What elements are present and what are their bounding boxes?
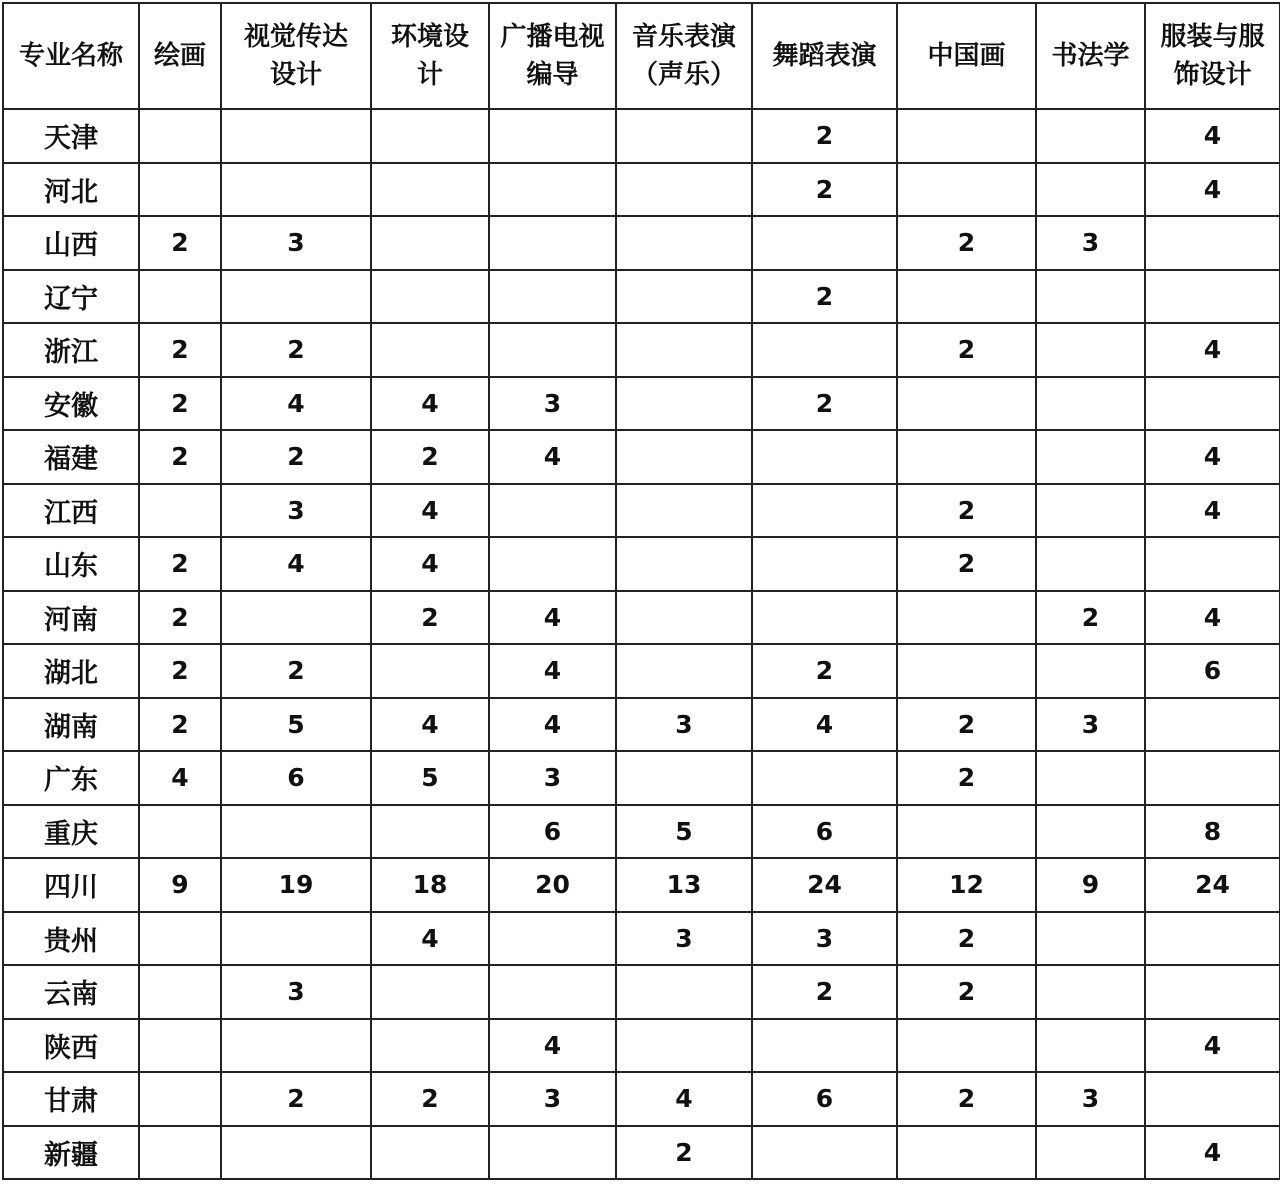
count-cell: 2 xyxy=(139,698,221,752)
count-cell: 2 xyxy=(897,912,1036,966)
province-cell: 山西 xyxy=(3,216,139,270)
count-cell: 4 xyxy=(752,698,897,752)
table-row xyxy=(3,163,1280,217)
count-cell: 3 xyxy=(616,698,752,752)
count-cell xyxy=(897,270,1036,324)
count-cell xyxy=(1036,1019,1145,1073)
count-cell: 2 xyxy=(897,965,1036,1019)
count-cell: 3 xyxy=(221,216,371,270)
count-cell xyxy=(752,591,897,645)
count-cell: 2 xyxy=(616,1126,752,1180)
province-cell: 浙江 xyxy=(3,323,139,377)
count-cell xyxy=(616,323,752,377)
count-cell xyxy=(897,109,1036,163)
count-cell xyxy=(139,163,221,217)
province-cell: 江西 xyxy=(3,484,139,538)
table-row xyxy=(3,858,1280,912)
count-cell xyxy=(616,163,752,217)
count-cell xyxy=(752,430,897,484)
column-header-line: 视觉传达 xyxy=(243,22,348,52)
count-cell xyxy=(221,1126,371,1180)
count-cell: 2 xyxy=(752,377,897,431)
province-cell: 广东 xyxy=(3,751,139,805)
count-cell xyxy=(1036,109,1145,163)
province-cell: 四川 xyxy=(3,858,139,912)
count-cell: 5 xyxy=(221,698,371,752)
count-cell: 6 xyxy=(489,805,616,859)
count-cell: 2 xyxy=(1036,591,1145,645)
count-cell xyxy=(489,270,616,324)
header-row xyxy=(3,3,1280,109)
count-cell xyxy=(371,1019,489,1073)
count-cell xyxy=(1145,537,1280,591)
count-cell: 9 xyxy=(1036,858,1145,912)
count-cell xyxy=(616,751,752,805)
count-cell xyxy=(489,484,616,538)
count-cell: 4 xyxy=(1145,430,1280,484)
count-cell xyxy=(752,216,897,270)
count-cell xyxy=(752,751,897,805)
column-header-line: 绘画 xyxy=(153,41,206,71)
count-cell: 4 xyxy=(1145,1126,1280,1180)
count-cell xyxy=(371,805,489,859)
count-cell xyxy=(1145,965,1280,1019)
count-cell xyxy=(752,1019,897,1073)
province-cell: 陕西 xyxy=(3,1019,139,1073)
count-cell: 2 xyxy=(139,644,221,698)
column-header xyxy=(1036,3,1145,109)
count-cell xyxy=(221,912,371,966)
count-cell xyxy=(1036,270,1145,324)
column-header-line: 中国画 xyxy=(927,41,1006,71)
count-cell: 4 xyxy=(221,537,371,591)
count-cell: 4 xyxy=(1145,484,1280,538)
count-cell: 2 xyxy=(752,163,897,217)
count-cell: 2 xyxy=(752,270,897,324)
count-cell xyxy=(489,1126,616,1180)
count-cell: 2 xyxy=(752,109,897,163)
count-cell: 2 xyxy=(897,216,1036,270)
count-cell: 4 xyxy=(1145,591,1280,645)
count-cell xyxy=(489,537,616,591)
count-cell xyxy=(1036,537,1145,591)
count-cell xyxy=(897,1126,1036,1180)
count-cell xyxy=(1036,377,1145,431)
table-row xyxy=(3,698,1280,752)
count-cell: 3 xyxy=(221,484,371,538)
count-cell: 2 xyxy=(221,323,371,377)
count-cell xyxy=(616,1019,752,1073)
count-cell: 2 xyxy=(752,644,897,698)
count-cell: 4 xyxy=(221,377,371,431)
count-cell: 6 xyxy=(752,1072,897,1126)
table-body xyxy=(3,109,1280,1179)
table-row xyxy=(3,965,1280,1019)
count-cell xyxy=(752,323,897,377)
table-row xyxy=(3,1126,1280,1180)
count-cell: 3 xyxy=(1036,216,1145,270)
column-header xyxy=(371,3,489,109)
province-cell: 新疆 xyxy=(3,1126,139,1180)
count-cell: 2 xyxy=(897,484,1036,538)
count-cell xyxy=(221,109,371,163)
column-header-line: 音乐表演 xyxy=(631,22,736,52)
column-header-line: 饰设计 xyxy=(1173,60,1252,90)
table-row xyxy=(3,216,1280,270)
count-cell: 2 xyxy=(221,430,371,484)
count-cell: 2 xyxy=(752,965,897,1019)
count-cell: 3 xyxy=(489,377,616,431)
count-cell xyxy=(897,1019,1036,1073)
count-cell: 9 xyxy=(139,858,221,912)
column-header-line: 广播电视 xyxy=(500,22,605,52)
count-cell xyxy=(616,591,752,645)
count-cell xyxy=(221,270,371,324)
count-cell xyxy=(489,109,616,163)
count-cell xyxy=(1036,163,1145,217)
count-cell xyxy=(139,109,221,163)
column-header-line: 环境设 xyxy=(390,22,469,52)
count-cell: 2 xyxy=(139,591,221,645)
count-cell: 4 xyxy=(489,430,616,484)
column-header-line: 专业名称 xyxy=(18,41,123,71)
count-cell: 2 xyxy=(897,537,1036,591)
count-cell: 3 xyxy=(616,912,752,966)
table-row xyxy=(3,323,1280,377)
count-cell xyxy=(616,109,752,163)
count-cell: 2 xyxy=(897,1072,1036,1126)
count-cell: 13 xyxy=(616,858,752,912)
table-row xyxy=(3,484,1280,538)
count-cell xyxy=(1145,912,1280,966)
count-cell: 2 xyxy=(221,644,371,698)
table-row xyxy=(3,430,1280,484)
count-cell: 20 xyxy=(489,858,616,912)
count-cell: 4 xyxy=(371,698,489,752)
count-cell: 2 xyxy=(139,430,221,484)
count-cell: 4 xyxy=(489,644,616,698)
count-cell xyxy=(371,965,489,1019)
count-cell xyxy=(1145,698,1280,752)
count-cell xyxy=(897,430,1036,484)
count-cell xyxy=(897,591,1036,645)
count-cell xyxy=(489,323,616,377)
table-row xyxy=(3,912,1280,966)
count-cell xyxy=(139,805,221,859)
count-cell: 4 xyxy=(1145,163,1280,217)
count-cell xyxy=(139,484,221,538)
count-cell xyxy=(1036,805,1145,859)
count-cell xyxy=(489,216,616,270)
count-cell xyxy=(139,1019,221,1073)
count-cell: 4 xyxy=(371,912,489,966)
count-cell: 2 xyxy=(139,323,221,377)
table-row xyxy=(3,805,1280,859)
enrollment-table xyxy=(2,2,1280,1180)
count-cell: 3 xyxy=(489,1072,616,1126)
count-cell: 4 xyxy=(371,377,489,431)
count-cell xyxy=(1036,1126,1145,1180)
count-cell xyxy=(1145,377,1280,431)
count-cell xyxy=(139,912,221,966)
province-cell: 天津 xyxy=(3,109,139,163)
count-cell: 2 xyxy=(221,1072,371,1126)
table-row xyxy=(3,377,1280,431)
count-cell: 2 xyxy=(371,591,489,645)
count-cell xyxy=(897,163,1036,217)
count-cell: 5 xyxy=(616,805,752,859)
count-cell: 19 xyxy=(221,858,371,912)
count-cell xyxy=(1036,484,1145,538)
count-cell xyxy=(371,323,489,377)
count-cell xyxy=(371,216,489,270)
count-cell xyxy=(1036,430,1145,484)
count-cell xyxy=(897,805,1036,859)
count-cell: 2 xyxy=(897,698,1036,752)
count-cell xyxy=(616,216,752,270)
count-cell xyxy=(616,270,752,324)
count-cell: 4 xyxy=(489,1019,616,1073)
count-cell xyxy=(1036,912,1145,966)
count-cell: 2 xyxy=(139,377,221,431)
column-header xyxy=(139,3,221,109)
count-cell: 24 xyxy=(752,858,897,912)
table-header xyxy=(3,3,1280,109)
count-cell xyxy=(616,484,752,538)
column-header-line: 舞蹈表演 xyxy=(772,41,877,71)
count-cell xyxy=(489,163,616,217)
count-cell xyxy=(221,805,371,859)
column-header xyxy=(1145,3,1280,109)
province-cell: 福建 xyxy=(3,430,139,484)
count-cell: 12 xyxy=(897,858,1036,912)
count-cell xyxy=(139,270,221,324)
count-cell: 3 xyxy=(1036,698,1145,752)
table-row xyxy=(3,1019,1280,1073)
province-cell: 甘肃 xyxy=(3,1072,139,1126)
count-cell: 4 xyxy=(371,537,489,591)
column-header xyxy=(616,3,752,109)
column-header-line: 书法学 xyxy=(1051,41,1130,71)
count-cell xyxy=(1145,751,1280,805)
count-cell xyxy=(371,270,489,324)
table-row xyxy=(3,1072,1280,1126)
count-cell xyxy=(139,965,221,1019)
count-cell xyxy=(616,430,752,484)
count-cell xyxy=(371,109,489,163)
count-cell: 2 xyxy=(371,430,489,484)
table-row xyxy=(3,644,1280,698)
count-cell xyxy=(616,965,752,1019)
count-cell xyxy=(897,377,1036,431)
column-header-line: 服装与服 xyxy=(1160,22,1265,52)
count-cell xyxy=(371,1126,489,1180)
count-cell: 4 xyxy=(139,751,221,805)
count-cell xyxy=(489,965,616,1019)
count-cell xyxy=(1036,965,1145,1019)
count-cell xyxy=(139,1126,221,1180)
count-cell: 6 xyxy=(752,805,897,859)
province-cell: 贵州 xyxy=(3,912,139,966)
count-cell xyxy=(221,163,371,217)
count-cell xyxy=(616,377,752,431)
count-cell xyxy=(752,1126,897,1180)
table-row xyxy=(3,109,1280,163)
column-header-line: （声乐） xyxy=(631,60,736,90)
count-cell xyxy=(616,537,752,591)
count-cell: 4 xyxy=(1145,1019,1280,1073)
column-header xyxy=(3,3,139,109)
column-header-line: 计 xyxy=(416,60,443,90)
column-header xyxy=(221,3,371,109)
count-cell: 4 xyxy=(489,698,616,752)
count-cell xyxy=(1036,751,1145,805)
column-header-line: 编导 xyxy=(526,60,579,90)
count-cell xyxy=(752,537,897,591)
count-cell xyxy=(221,591,371,645)
count-cell xyxy=(489,912,616,966)
province-cell: 河南 xyxy=(3,591,139,645)
province-cell: 辽宁 xyxy=(3,270,139,324)
count-cell: 4 xyxy=(616,1072,752,1126)
count-cell xyxy=(1036,644,1145,698)
column-header-line: 设计 xyxy=(269,60,322,90)
count-cell: 3 xyxy=(221,965,371,1019)
province-cell: 河北 xyxy=(3,163,139,217)
count-cell: 2 xyxy=(139,537,221,591)
column-header xyxy=(489,3,616,109)
count-cell: 4 xyxy=(1145,109,1280,163)
count-cell: 5 xyxy=(371,751,489,805)
table-row xyxy=(3,591,1280,645)
count-cell xyxy=(1145,216,1280,270)
count-cell: 3 xyxy=(1036,1072,1145,1126)
table-row xyxy=(3,537,1280,591)
count-cell: 24 xyxy=(1145,858,1280,912)
column-header xyxy=(752,3,897,109)
count-cell xyxy=(897,644,1036,698)
count-cell xyxy=(371,163,489,217)
count-cell xyxy=(221,1019,371,1073)
count-cell xyxy=(1145,270,1280,324)
column-header xyxy=(897,3,1036,109)
count-cell: 6 xyxy=(1145,644,1280,698)
count-cell: 3 xyxy=(489,751,616,805)
count-cell: 4 xyxy=(1145,323,1280,377)
count-cell: 2 xyxy=(897,751,1036,805)
count-cell: 2 xyxy=(897,323,1036,377)
count-cell: 8 xyxy=(1145,805,1280,859)
province-cell: 湖南 xyxy=(3,698,139,752)
count-cell: 4 xyxy=(489,591,616,645)
count-cell: 2 xyxy=(371,1072,489,1126)
count-cell: 6 xyxy=(221,751,371,805)
count-cell: 4 xyxy=(371,484,489,538)
province-cell: 安徽 xyxy=(3,377,139,431)
count-cell: 2 xyxy=(139,216,221,270)
count-cell xyxy=(371,644,489,698)
count-cell xyxy=(616,644,752,698)
count-cell: 18 xyxy=(371,858,489,912)
table-row xyxy=(3,751,1280,805)
province-cell: 云南 xyxy=(3,965,139,1019)
count-cell xyxy=(1145,1072,1280,1126)
count-cell xyxy=(752,484,897,538)
province-cell: 湖北 xyxy=(3,644,139,698)
count-cell xyxy=(1036,323,1145,377)
province-cell: 重庆 xyxy=(3,805,139,859)
count-cell xyxy=(139,1072,221,1126)
province-cell: 山东 xyxy=(3,537,139,591)
table-row xyxy=(3,270,1280,324)
count-cell: 3 xyxy=(752,912,897,966)
